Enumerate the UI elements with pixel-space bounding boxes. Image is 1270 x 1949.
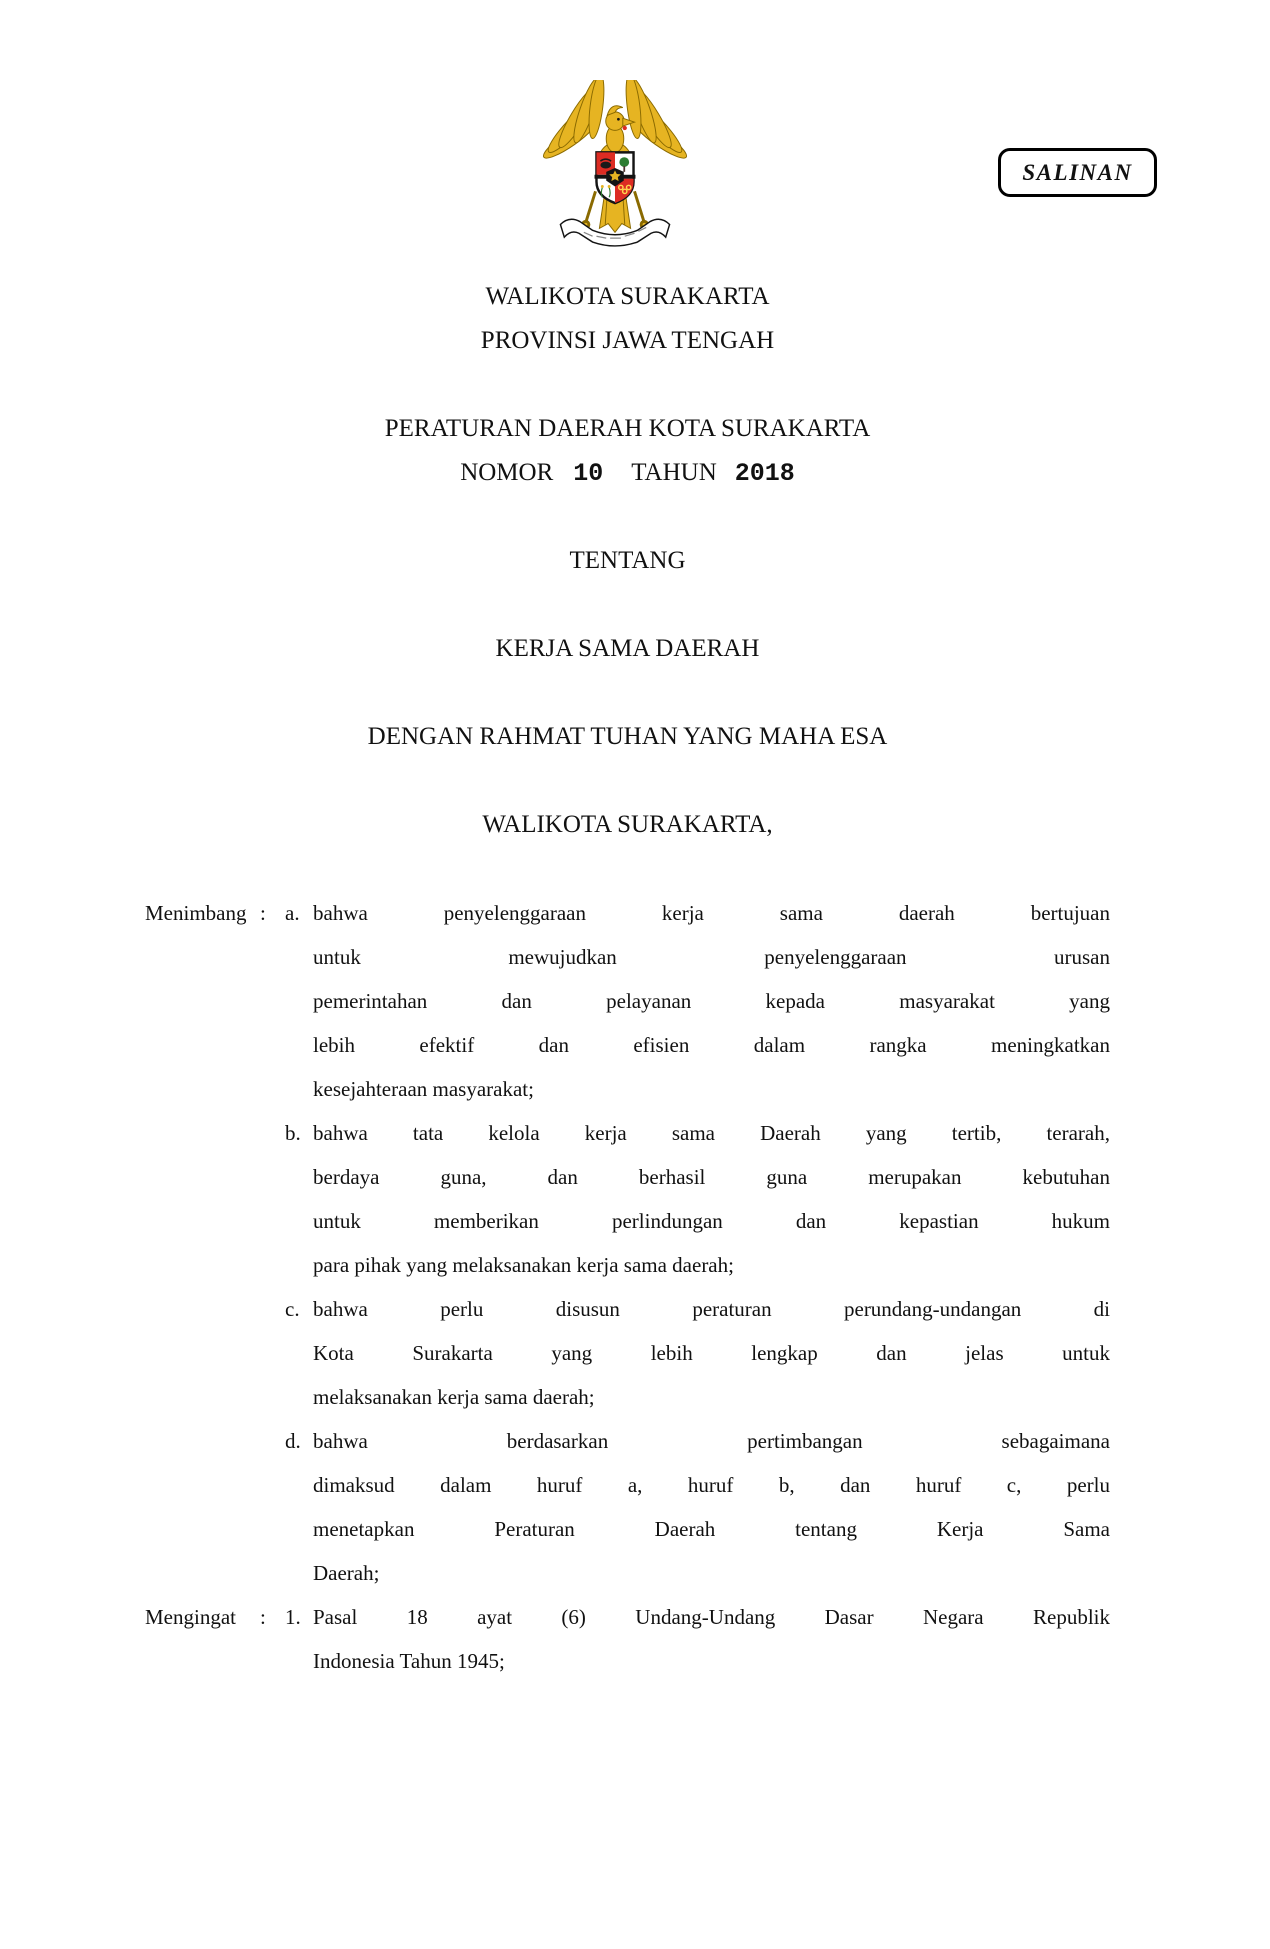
spacer <box>145 363 1110 407</box>
text-line: Daerah; <box>313 1561 380 1585</box>
spacer <box>145 847 1110 891</box>
regulation-title: PERATURAN DAERAH KOTA SURAKARTA <box>384 415 871 442</box>
text-line: kesejahteraan masyarakat; <box>313 1077 534 1101</box>
text-line: bahwa tata kelola kerja sama Daerah yang tertib, terarah, <box>313 1121 1110 1145</box>
issuer-line: WALIKOTA SURAKARTA, <box>482 811 773 838</box>
authority-title: WALIKOTA SURAKARTA <box>485 283 770 310</box>
text-line: untuk mewujudkan penyelenggaraan urusan <box>313 945 1110 969</box>
salinan-stamp <box>998 148 1157 197</box>
item-text <box>313 891 1110 1111</box>
document-body <box>145 275 1110 1683</box>
recalling-label: Mengingat <box>145 1605 236 1629</box>
recalling-colon: : <box>260 1605 266 1629</box>
text-line: Pasal 18 ayat (6) Undang-Undang Dasar Negara Republik <box>313 1605 1110 1629</box>
regulation-number-line <box>145 451 1110 495</box>
invocation-line: DENGAN RAHMAT TUHAN YANG MAHA ESA <box>367 723 888 750</box>
salinan-stamp-label: SALINAN <box>1022 159 1133 185</box>
number-label: NOMOR <box>460 459 554 486</box>
text-line: untuk memberikan perlindungan dan kepastian hukum <box>313 1209 1110 1233</box>
text-line: bahwa penyelenggaraan kerja sama daerah bertujuan <box>313 901 1110 925</box>
consideration-item-a <box>145 891 1110 1111</box>
text-line: para pihak yang melaksanakan kerja sama daerah; <box>313 1253 734 1277</box>
consideration-item-d <box>145 1419 1110 1595</box>
garuda-pancasila-emblem <box>537 80 693 252</box>
item-text <box>313 1419 1110 1595</box>
consideration-item-b <box>145 1111 1110 1287</box>
item-text <box>313 1595 1110 1683</box>
item-text <box>313 1287 1110 1419</box>
text-line: Indonesia Tahun 1945; <box>313 1649 505 1673</box>
left-wing <box>540 80 607 163</box>
subject-title: KERJA SAMA DAERAH <box>495 635 760 662</box>
text-line: Kota Surakarta yang lebih lengkap dan jelas untuk <box>313 1341 1110 1365</box>
text-line: bahwa berdasarkan pertimbangan sebagaimana <box>313 1429 1110 1453</box>
spacer <box>145 583 1110 627</box>
spacer <box>145 671 1110 715</box>
item-marker: a. <box>285 901 300 925</box>
text-line: lebih efektif dan efisien dalam rangka meningkatkan <box>313 1033 1110 1057</box>
about-label: TENTANG <box>569 547 686 574</box>
text-line: dimaksud dalam huruf a, huruf b, dan huruf c, perlu <box>313 1473 1110 1497</box>
text-line: melaksanakan kerja sama daerah; <box>313 1385 595 1409</box>
number-value: 10 <box>573 459 604 488</box>
spacer <box>145 759 1110 803</box>
considering-label: Menimbang <box>145 901 247 925</box>
item-marker: d. <box>285 1429 301 1453</box>
pancasila-shield <box>595 152 636 203</box>
text-line: menetapkan Peraturan Daerah tentang Kerja Sama <box>313 1517 1110 1541</box>
consideration-item-c <box>145 1287 1110 1419</box>
considering-colon: : <box>260 901 266 925</box>
text-line: berdaya guna, dan berhasil guna merupakan kebutuhan <box>313 1165 1110 1189</box>
item-marker: 1. <box>285 1605 301 1629</box>
legal-basis-item-1 <box>145 1595 1110 1683</box>
year-value: 2018 <box>734 459 795 488</box>
item-marker: c. <box>285 1297 300 1321</box>
province-title: PROVINSI JAWA TENGAH <box>480 327 775 354</box>
item-text <box>313 1111 1110 1287</box>
garuda-pancasila-icon <box>537 80 693 252</box>
text-line: pemerintahan dan pelayanan kepada masyarakat yang <box>313 989 1110 1013</box>
spacer <box>145 495 1110 539</box>
year-label: TAHUN <box>631 459 717 486</box>
item-marker: b. <box>285 1121 301 1145</box>
text-line: bahwa perlu disusun peraturan perundang-undangan di <box>313 1297 1110 1321</box>
